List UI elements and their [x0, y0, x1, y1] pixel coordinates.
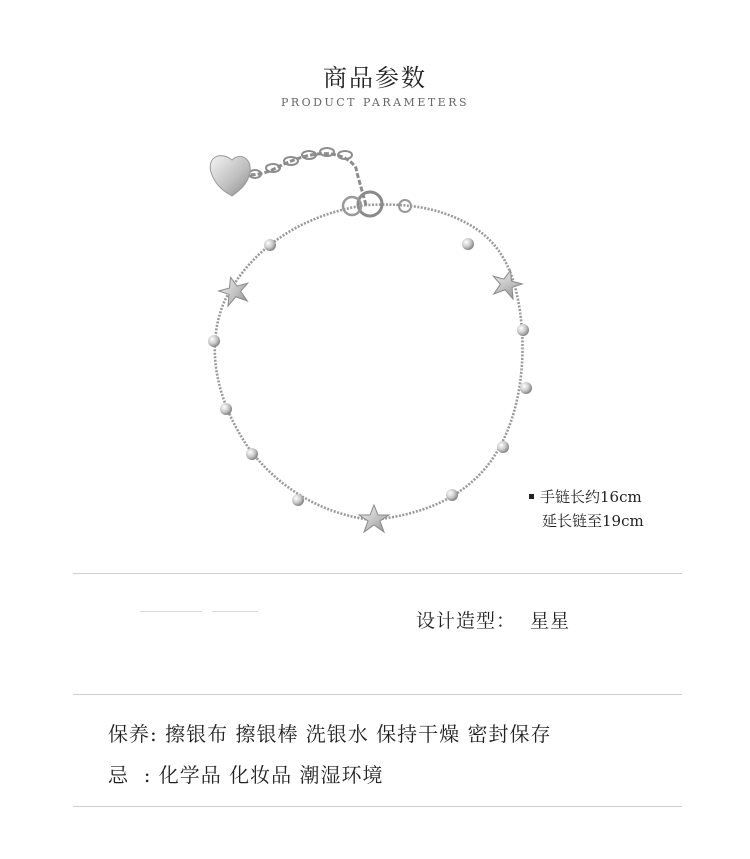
- divider-middle: [73, 694, 682, 695]
- heart-tag: [210, 156, 250, 196]
- page-title: 商品参数: [323, 64, 427, 92]
- design-shape-label: 设计造型：: [416, 610, 517, 632]
- care-instructions: 保养: 擦银布 擦银棒 洗银水 保持干燥 密封保存: [108, 722, 552, 746]
- design-shape-value: 星星: [530, 610, 571, 632]
- decorative-line: [212, 611, 258, 612]
- chain: [215, 205, 523, 520]
- extender-chain: [236, 154, 366, 205]
- extender-length: 延长链至19cm: [542, 512, 644, 530]
- size-spec: [529, 485, 644, 533]
- divider-bottom: [73, 806, 682, 807]
- page-subtitle: PRODUCT PARAMETERS: [280, 96, 470, 109]
- design-shape: [416, 606, 570, 633]
- divider-top: [73, 573, 682, 574]
- bullet-icon: [529, 494, 534, 499]
- care-avoid: 忌 : 化学品 化妆品 潮湿环境: [108, 763, 384, 787]
- decorative-line: [140, 611, 202, 612]
- bracelet-length: 手链长约16cm: [540, 488, 642, 506]
